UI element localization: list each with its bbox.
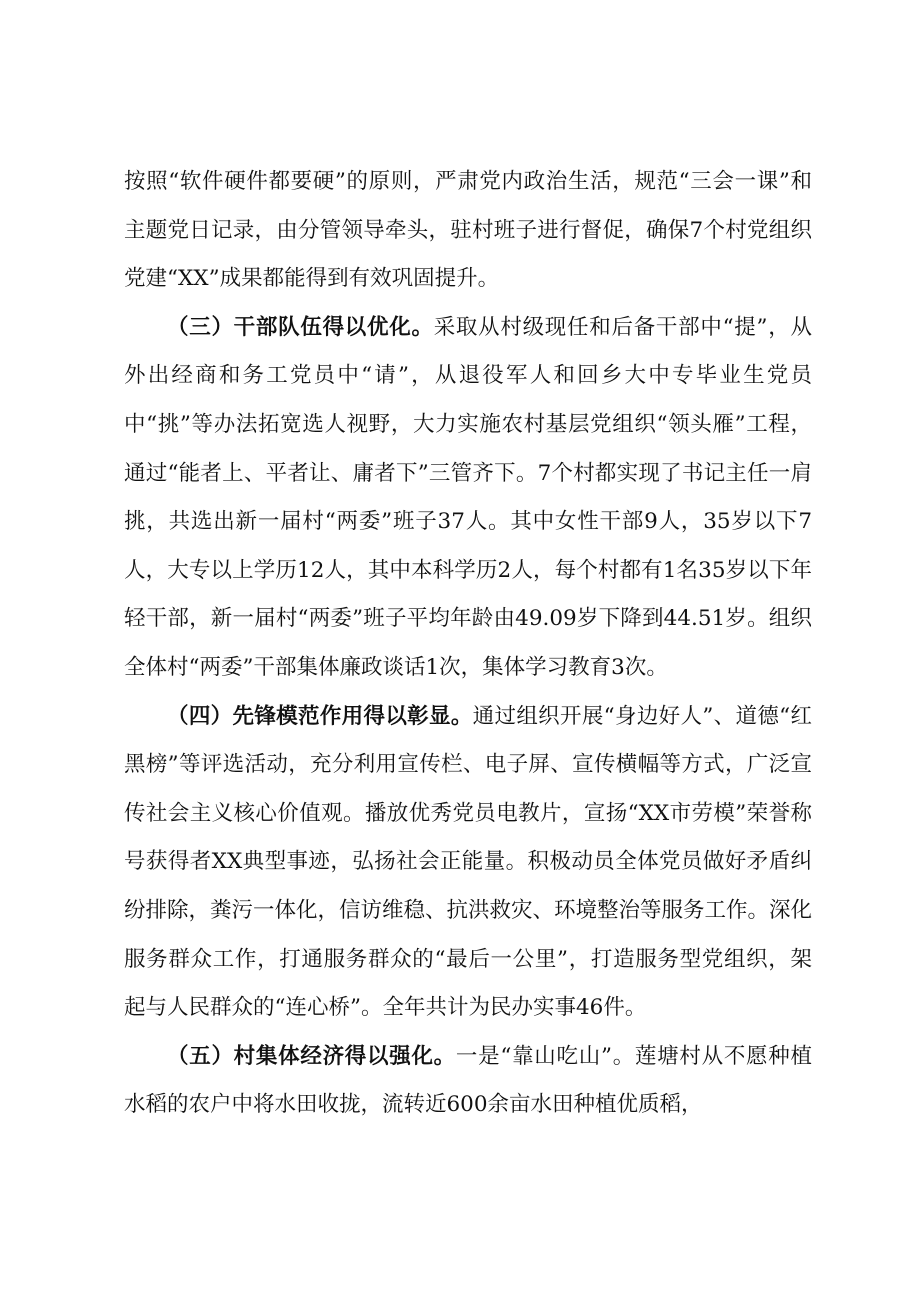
paragraph-vanguard-role — [124, 693, 812, 1033]
section-heading: （三）干部队伍得以优化。 — [167, 314, 434, 340]
paragraph-cadre-team — [124, 304, 812, 693]
paragraph-text: 采取从村级现任和后备干部中“提”，从外出经商和务工党员中“请”，从退役军人和回乡大中专毕业生党员中“挑”等办法拓宽选人视野，大力实施农村基层党组织“领头雁”工程，通过“能者上、平者让、庸者下”三管齐下。7个村都实现了书记主任一肩挑，共选出新一届村“两委”班子37人。其中女性干部9人，35岁以下7人，大专以上学历12人，其中本科学历2人，每个村都有1名35岁以下年轻干部，新一届村“两委”班子平均年龄由49.09岁下降到44.51岁。组织全体村“两委”干部集体廉政谈话1次，集体学习教育3次。 — [124, 314, 812, 680]
paragraph-text: 一是“靠山吃山”。莲塘村从不愿种植水稻的农户中将水田收拢，流转近600余亩水田种植优质稻， — [124, 1043, 812, 1118]
section-heading: （四）先锋模范作用得以彰显。 — [167, 703, 473, 729]
paragraph-text: 通过组织开展“身边好人”、道德“红黑榜”等评选活动，充分利用宣传栏、电子屏、宣传横幅等方式，广泛宣传社会主义核心价值观。播放优秀党员电教片，宣扬“XX市劳模”荣誉称号获得者XX典型事迹，弘扬社会正能量。积极动员全体党员做好矛盾纠纷排除，粪污一体化，信访维稳、抗洪救灾、环境整治等服务工作。深化服务群众工作，打通服务群众的“最后一公里”，打造服务型党组织，架起与人民群众的“连心桥”。全年共计为民办实事46件。 — [124, 703, 813, 1021]
paragraph-text: 按照“软件硬件都要硬”的原则，严肃党内政治生活，规范“三会一课”和主题党日记录，由分管领导牵头，驻村班子进行督促，确保7个村党组织党建“XX”成果都能得到有效巩固提升。 — [124, 169, 812, 292]
document-body — [124, 158, 812, 1130]
paragraph-continuation — [124, 158, 812, 304]
section-heading: （五）村集体经济得以强化。 — [167, 1043, 456, 1069]
paragraph-collective-economy — [124, 1033, 812, 1130]
